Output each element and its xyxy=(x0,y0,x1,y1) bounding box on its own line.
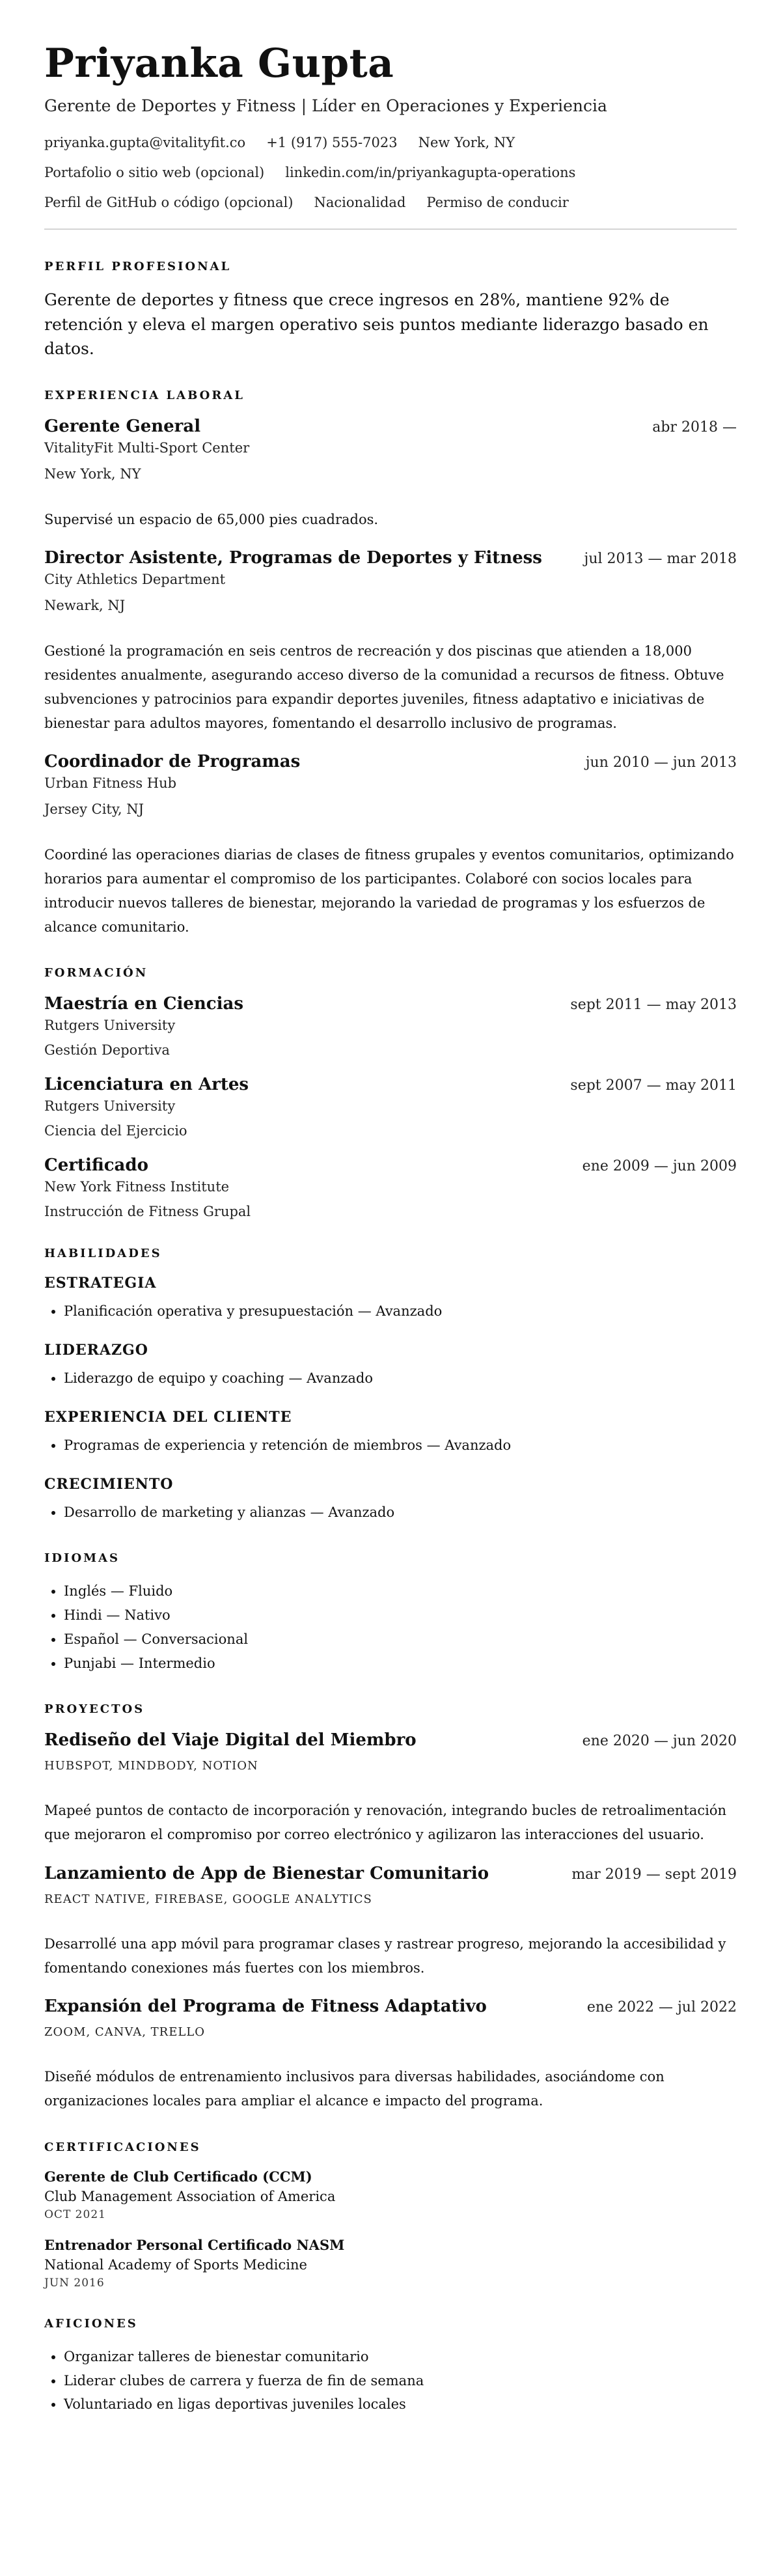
hobby-item: • Voluntariado en ligas deportivas juveniles locales xyxy=(64,2392,737,2417)
job-description: Gestioné la programación en seis centros de recreación y dos piscinas que atienden a 18,000 residentes anualmente, asegurando acceso diverso de la comunidad a recursos de fitness. Obtuve subvenciones y patrocinios para expandir deportes juveniles, fitness adaptativo e iniciativas de bienestar para adultos mayores, fomentando el desarrollo inclusivo de programas. xyxy=(44,643,724,731)
degree-field: Ciencia del Ejercicio xyxy=(44,1123,187,1139)
contact-row-1 xyxy=(44,135,737,150)
job-title: Coordinador de Programas xyxy=(44,752,301,772)
degree-dates: ene 2009 — jun 2009 xyxy=(582,1158,737,1175)
degree-title: Licenciatura en Artes xyxy=(44,1075,249,1095)
skill-group-title: LIDERAZGO xyxy=(44,1342,148,1359)
language-item: • Español — Conversacional xyxy=(64,1627,737,1652)
hobby-item: • Organizar talleres de bienestar comunitario xyxy=(64,2345,737,2369)
contact-github[interactable]: Perfil de GitHub o código (opcional) xyxy=(44,195,294,211)
certification-entry xyxy=(44,2168,737,2221)
skill-item: • Desarrollo de marketing y alianzas — Avanzado xyxy=(64,1501,737,1525)
project-entry xyxy=(44,1997,737,2113)
project-dates: mar 2019 — sept 2019 xyxy=(571,1866,737,1883)
certification-date: OCT 2021 xyxy=(44,2208,106,2221)
experience-entry-head xyxy=(44,752,737,771)
skill-list xyxy=(44,1366,737,1391)
languages-section xyxy=(44,1551,737,1675)
certification-issuer: Club Management Association of America xyxy=(44,2188,336,2204)
section-title-hobbies: AFICIONES xyxy=(44,2316,138,2331)
section-title-experience: EXPERIENCIA LABORAL xyxy=(44,388,245,402)
contact-row-3 xyxy=(44,195,737,210)
language-item: • Punjabi — Intermedio xyxy=(64,1652,737,1676)
profile-section xyxy=(44,260,737,361)
school-name: New York Fitness Institute xyxy=(44,1179,230,1195)
certification-issuer: National Academy of Sports Medicine xyxy=(44,2256,307,2273)
section-title-certifications: CERTIFICACIONES xyxy=(44,2140,201,2154)
job-company: City Athletics Department xyxy=(44,572,226,588)
project-description: Diseñé módulos de entrenamiento inclusivos para diversas habilidades, asociándome con organizaciones locales para ampliar el alcance e impacto del programa. xyxy=(44,2069,665,2109)
project-description: Mapeé puntos de contacto de incorporación y renovación, integrando bucles de retroalimentación que mejoraron el compromiso por correo electrónico y agilizaron las interacciones del usuario. xyxy=(44,1803,727,1843)
section-title-education: FORMACIÓN xyxy=(44,966,148,980)
certification-date: JUN 2016 xyxy=(44,2276,105,2290)
skill-group-title: CRECIMIENTO xyxy=(44,1475,174,1493)
job-title: Gerente General xyxy=(44,416,201,436)
school-name: Rutgers University xyxy=(44,1018,176,1034)
job-location: New York, NY xyxy=(44,465,141,482)
skills-section xyxy=(44,1247,737,1524)
skill-item: • Planificación operativa y presupuestación — Avanzado xyxy=(64,1299,737,1323)
project-entry xyxy=(44,1730,737,1847)
job-dates: jul 2013 — mar 2018 xyxy=(584,551,737,568)
resume-header xyxy=(44,40,737,211)
contact-nationality: Nacionalidad xyxy=(314,195,406,211)
section-title-languages: IDIOMAS xyxy=(44,1551,120,1566)
education-entry-head xyxy=(44,1075,737,1094)
hobby-item: • Liderar clubes de carrera y fuerza de fin de semana xyxy=(64,2369,737,2393)
experience-entry xyxy=(44,417,737,532)
contact-email[interactable]: priyanka.gupta@vitalityfit.co xyxy=(44,135,246,151)
projects-section xyxy=(44,1702,737,2113)
degree-title: Certificado xyxy=(44,1156,148,1176)
project-dates: ene 2020 — jun 2020 xyxy=(582,1733,737,1750)
degree-field: Instrucción de Fitness Grupal xyxy=(44,1204,251,1220)
degree-field: Gestión Deportiva xyxy=(44,1042,170,1059)
certification-entry xyxy=(44,2237,737,2290)
project-tech: HUBSPOT, MINDBODY, NOTION xyxy=(44,1759,258,1773)
project-entry-head xyxy=(44,1997,737,2016)
candidate-name: Priyanka Gupta xyxy=(44,40,394,87)
job-company: VitalityFit Multi-Sport Center xyxy=(44,439,250,456)
job-dates: jun 2010 — jun 2013 xyxy=(585,755,737,771)
skill-list xyxy=(44,1501,737,1525)
skill-list xyxy=(44,1299,737,1323)
section-title-profile: PERFIL PROFESIONAL xyxy=(44,260,232,274)
education-entry-head xyxy=(44,994,737,1014)
job-dates: abr 2018 — xyxy=(652,419,737,436)
language-item: • Inglés — Fluido xyxy=(64,1579,737,1603)
section-title-skills: HABILIDADES xyxy=(44,1247,162,1261)
skill-group-title: ESTRATEGIA xyxy=(44,1275,157,1292)
experience-section xyxy=(44,389,737,939)
contact-row-2 xyxy=(44,165,737,180)
school-name: Rutgers University xyxy=(44,1098,176,1115)
job-location: Jersey City, NJ xyxy=(44,801,144,818)
language-item: • Hindi — Nativo xyxy=(64,1603,737,1627)
project-name: Lanzamiento de App de Bienestar Comunitario xyxy=(44,1863,489,1883)
certification-name: Gerente de Club Certificado (CCM) xyxy=(44,2168,312,2185)
contact-location: New York, NY xyxy=(418,135,515,151)
skill-group xyxy=(44,1275,737,1323)
degree-title: Maestría en Ciencias xyxy=(44,994,243,1014)
skill-group xyxy=(44,1476,737,1525)
profile-summary: Gerente de deportes y fitness que crece ingresos en 28%, mantiene 92% de retención y eleva el margen operativo seis puntos mediante liderazgo basado en datos. xyxy=(44,290,709,359)
experience-entry-head xyxy=(44,548,737,568)
education-entry xyxy=(44,1156,737,1219)
project-tech: ZOOM, CANVA, TRELLO xyxy=(44,2025,205,2040)
language-list xyxy=(44,1579,737,1675)
education-entry xyxy=(44,1075,737,1139)
project-dates: ene 2022 — jul 2022 xyxy=(586,1999,737,2016)
project-name: Rediseño del Viaje Digital del Miembro xyxy=(44,1730,417,1751)
project-name: Expansión del Programa de Fitness Adaptativo xyxy=(44,1997,487,2017)
job-description: Coordiné las operaciones diarias de clases de fitness grupales y eventos comunitarios, optimizando horarios para aumentar el compromiso de los participantes. Colaboré con socios locales para introducir nuevos talleres de bienestar, mejorando la variedad de programas y los esfuerzos de alcance comunitario. xyxy=(44,847,734,935)
project-entry-head xyxy=(44,1730,737,1750)
job-company: Urban Fitness Hub xyxy=(44,775,177,792)
certification-name: Entrenador Personal Certificado NASM xyxy=(44,2236,345,2253)
skill-list xyxy=(44,1433,737,1458)
skill-item: • Liderazgo de equipo y coaching — Avanzado xyxy=(64,1366,737,1391)
degree-dates: sept 2007 — may 2011 xyxy=(570,1077,737,1094)
hobbies-section xyxy=(44,2317,737,2417)
education-section xyxy=(44,966,737,1219)
job-title: Director Asistente, Programas de Deportes y Fitness xyxy=(44,548,542,568)
job-location: Newark, NJ xyxy=(44,598,126,614)
job-description: Supervisé un espacio de 65,000 pies cuadrados. xyxy=(44,511,379,527)
contact-linkedin[interactable]: linkedin.com/in/priyankagupta-operations xyxy=(285,165,576,181)
header-divider xyxy=(44,229,737,230)
experience-entry-head xyxy=(44,417,737,436)
certifications-section xyxy=(44,2140,737,2290)
education-entry xyxy=(44,994,737,1058)
degree-dates: sept 2011 — may 2013 xyxy=(570,997,737,1014)
skill-group xyxy=(44,1409,737,1458)
project-tech: REACT NATIVE, FIREBASE, GOOGLE ANALYTICS xyxy=(44,1892,372,1906)
project-entry-head xyxy=(44,1864,737,1883)
section-title-projects: PROYECTOS xyxy=(44,1702,145,1717)
contact-portfolio[interactable]: Portafolio o sitio web (opcional) xyxy=(44,165,265,181)
project-description: Desarrollé una app móvil para programar clases y rastrear progreso, mejorando la accesibilidad y fomentando conexiones más fuertes con los miembros. xyxy=(44,1935,726,1976)
skill-item: • Programas de experiencia y retención de miembros — Avanzado xyxy=(64,1433,737,1458)
project-entry xyxy=(44,1864,737,1980)
skill-group xyxy=(44,1342,737,1391)
contact-driving-license: Permiso de conducir xyxy=(426,195,569,211)
skill-group-title: EXPERIENCIA DEL CLIENTE xyxy=(44,1408,292,1426)
contact-phone[interactable]: +1 (917) 555-7023 xyxy=(266,135,398,151)
experience-entry xyxy=(44,752,737,939)
experience-entry xyxy=(44,548,737,735)
hobby-list xyxy=(44,2345,737,2417)
candidate-headline: Gerente de Deportes y Fitness | Líder en Operaciones y Experiencia xyxy=(44,96,607,116)
education-entry-head xyxy=(44,1156,737,1175)
